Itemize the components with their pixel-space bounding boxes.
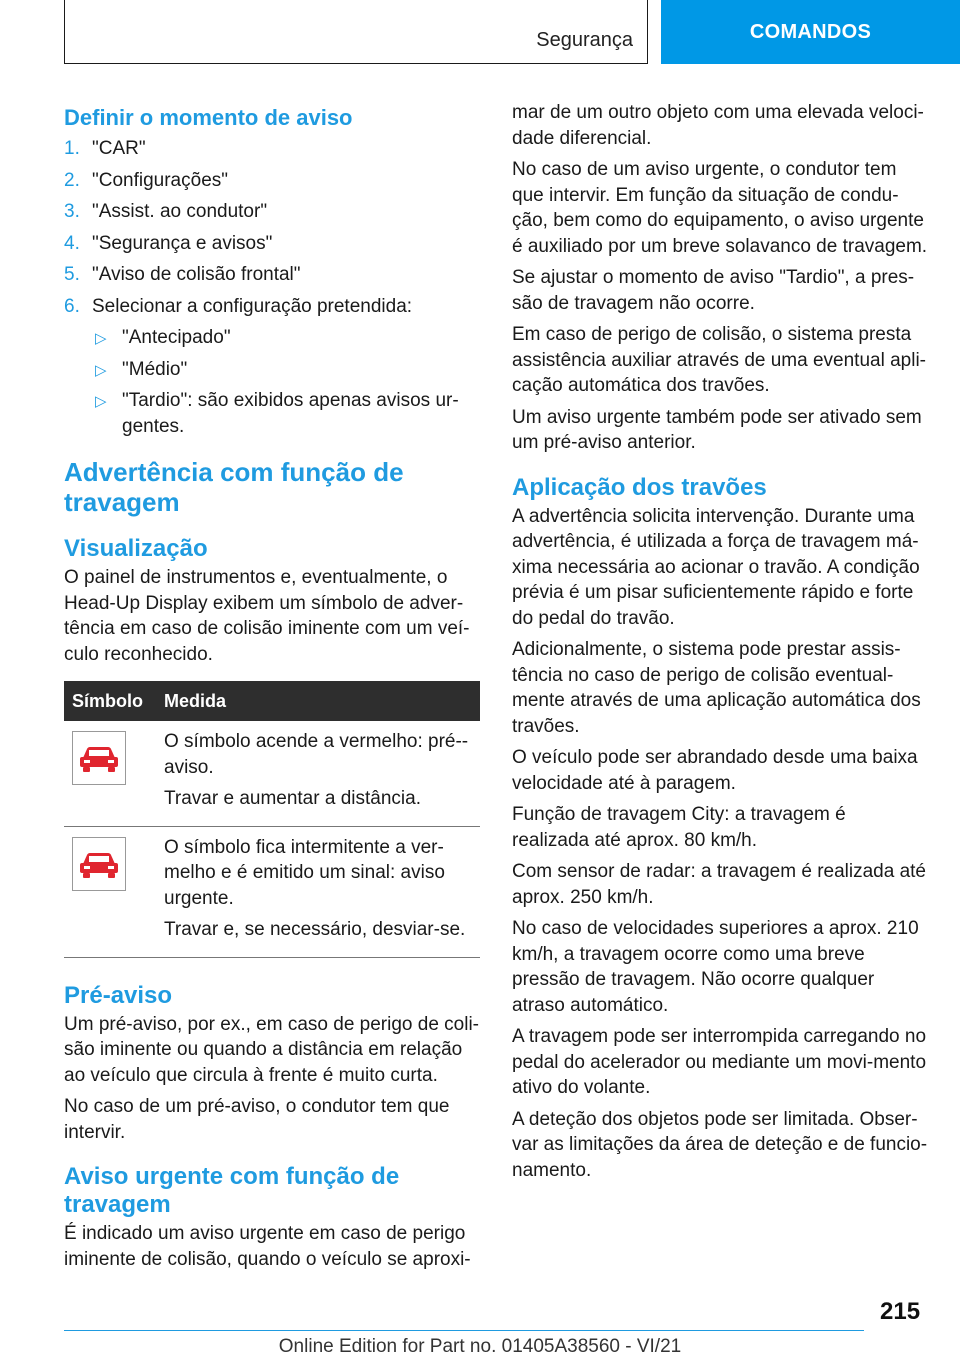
- paragraph: No caso de um pré-aviso, o condutor tem que intervir.: [64, 1096, 450, 1143]
- paragraph: mar de um outro objeto com uma elevada veloci-dade diferencial.: [512, 102, 924, 149]
- heading-aplicacao: Aplicação dos travões: [512, 473, 767, 501]
- paragraph: É indicado um aviso urgente em caso de perigo iminente de colisão, quando o veículo se aproxi-: [64, 1223, 471, 1270]
- list-item: 5. "Aviso de colisão frontal": [64, 264, 301, 285]
- paragraph: Adicionalmente, o sistema pode prestar assis-tência no caso de perigo de colisão eventual-mente através de uma aplicação automática dos travões.: [512, 639, 921, 737]
- heading-preaviso: Pré-aviso: [64, 981, 173, 1009]
- heading-urgente: Aviso urgente com função de travagem: [64, 1163, 400, 1218]
- footer-divider: [64, 1330, 864, 1331]
- paragraph: Função de travagem City: a travagem é realizada até aprox. 80 km/h.: [512, 804, 846, 851]
- left-column: [64, 100, 480, 1278]
- paragraph: A travagem pode ser interrompida carregando no pedal do acelerador ou mediante um movi-mento ativo do volante.: [512, 1026, 927, 1098]
- right-column: [512, 100, 928, 1189]
- option-item: ▷ "Tardio": são exibidos apenas avisos ur-gentes.: [95, 390, 459, 437]
- footer-edition: Online Edition for Part no. 01405A38560 - VI/21: [278, 1336, 682, 1357]
- section-title: Segurança: [536, 29, 633, 51]
- triangle-bullet-icon: ▷: [95, 393, 107, 410]
- car-warning-icon: [72, 837, 126, 891]
- chapter-tab-label: COMANDOS: [749, 20, 872, 43]
- list-item: 3. "Assist. ao condutor": [64, 201, 268, 222]
- paragraph: Em caso de perigo de colisão, o sistema presta assistência auxiliar através de uma eventual apli-cação automática dos travões.: [512, 324, 926, 396]
- table-header-symbol: Símbolo: [64, 681, 156, 721]
- triangle-bullet-icon: ▷: [95, 361, 107, 379]
- options-list: [92, 325, 480, 439]
- car-warning-icon: [72, 731, 126, 785]
- paragraph: O veículo pode ser abrandado desde uma baixa velocidade até à paragem.: [512, 747, 918, 794]
- page-number: 215: [880, 1298, 921, 1325]
- list-item: 1. "CAR": [64, 138, 146, 159]
- list-item: 4. "Segurança e avisos": [64, 232, 273, 254]
- chapter-tab[interactable]: [661, 0, 960, 64]
- heading-visualizacao: Visualização: [64, 535, 208, 562]
- heading-advertencia: Advertência com função de travagem: [64, 457, 404, 517]
- paragraph: No caso de um aviso urgente, o condutor tem que intervir. Em função da situação de condu-ção, bem como do equipamento, o aviso urgente é auxiliado por um breve solavanco de travagem.: [512, 159, 928, 257]
- steps-list: [64, 136, 480, 439]
- paragraph: A deteção dos objetos pode ser limitada. Obser-var as limitações da área de deteção e de funcio-namento.: [512, 1108, 928, 1181]
- paragraph: Um pré-aviso, por ex., em caso de perigo de coli-são iminente ou quando a distância em relação ao veículo que circula à frente é muito curta.: [64, 1013, 480, 1086]
- table-row: O símbolo fica intermitente a ver-melho e é emitido um sinal: aviso urgente. Travar e, se necessário, desviar-se.: [64, 826, 480, 957]
- header-frame: [64, 0, 648, 64]
- symbol-table: [64, 681, 480, 958]
- paragraph: Com sensor de radar: a travagem é realizada até aprox. 250 km/h.: [512, 861, 926, 908]
- list-item: 6. Selecionar a configuração pretendida: ▷ "Antecipado" ▷ "Médio" ▷ "Tardio": são exibidos apenas avisos ur-gentes.: [64, 294, 480, 440]
- option-item: ▷ "Médio": [92, 357, 480, 383]
- paragraph: Se ajustar o momento de aviso "Tardio", a pres-são de travagem não ocorre.: [512, 267, 915, 314]
- list-item: 2. "Configurações": [64, 169, 229, 191]
- heading-definir: Definir o momento de aviso: [64, 105, 353, 130]
- triangle-bullet-icon: ▷: [95, 330, 107, 347]
- paragraph: No caso de velocidades superiores a aprox. 210 km/h, a travagem ocorre como uma breve pressão de travagem. Não ocorre qualquer atraso automático.: [512, 918, 919, 1016]
- paragraph: A advertência solicita intervenção. Durante uma advertência, é utilizada a força de travagem má-xima necessária ao acionar o travão. A condição prévia é um pisar suficientemente rápido e forte do pedal do travão.: [512, 505, 920, 629]
- table-header-measure: Medida: [156, 681, 480, 721]
- paragraph: O painel de instrumentos e, eventualmente, o Head-Up Display exibem um símbolo de adver-tência em caso de colisão iminente com um veí-culo reconhecido.: [64, 567, 470, 665]
- option-item: ▷ "Antecipado": [92, 325, 480, 351]
- paragraph: Um aviso urgente também pode ser ativado sem um pré-aviso anterior.: [512, 406, 922, 453]
- table-row: O símbolo acende a vermelho: pré--aviso. Travar e aumentar a distância.: [64, 721, 480, 826]
